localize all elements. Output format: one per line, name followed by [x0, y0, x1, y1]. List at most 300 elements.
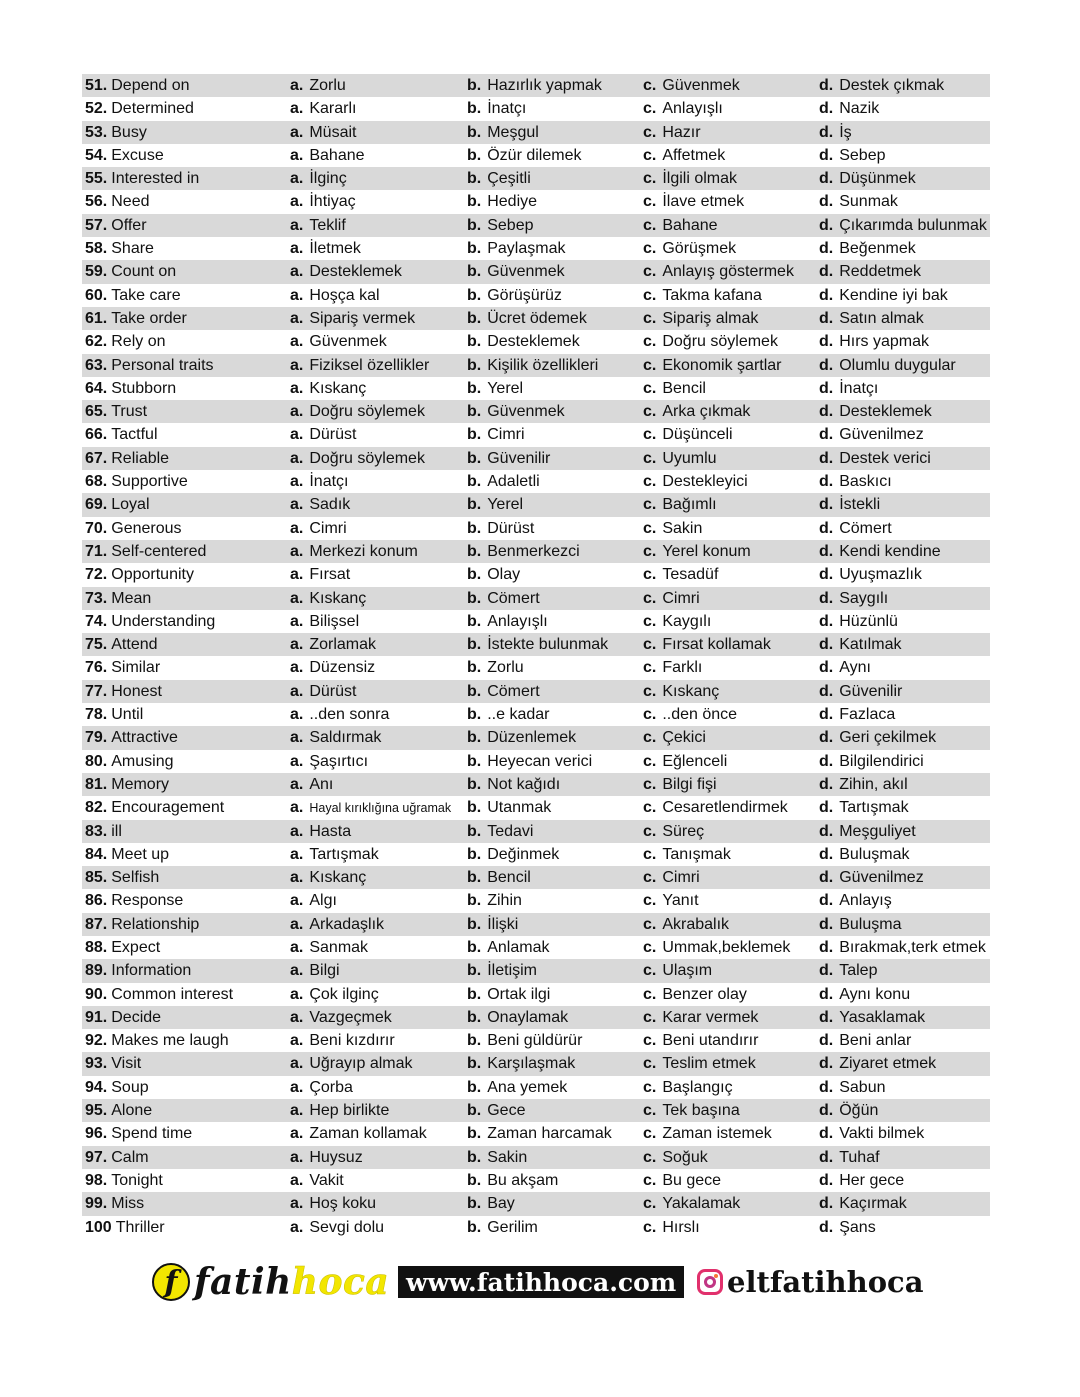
quiz-row: [82, 889, 990, 912]
option-b: [467, 656, 643, 679]
quiz-row: [82, 1192, 990, 1215]
question-cell: [82, 470, 290, 493]
option-c: [643, 144, 819, 167]
quiz-row: [82, 447, 990, 470]
question-cell: [82, 330, 290, 353]
question-number: 100: [85, 1218, 112, 1236]
option-a: [290, 1169, 467, 1192]
option-text: Dürüst: [309, 426, 357, 444]
quiz-row: [82, 517, 990, 540]
option-label: b.: [467, 240, 482, 258]
option-label: a.: [290, 589, 304, 607]
option-c: [643, 1076, 819, 1099]
option-c: [643, 1029, 819, 1052]
question-number: 66.: [85, 426, 108, 444]
question-number: 53.: [85, 123, 108, 141]
option-label: a.: [290, 1148, 304, 1166]
option-label: d.: [819, 1218, 834, 1236]
question-number: 56.: [85, 193, 108, 211]
option-label: d.: [819, 1032, 834, 1050]
option-c: [643, 820, 819, 843]
option-text: Fiziksel özellikler: [309, 356, 430, 374]
option-label: d.: [819, 706, 834, 724]
option-label: d.: [819, 146, 834, 164]
option-c: [643, 400, 819, 423]
option-a: [290, 493, 467, 516]
option-label: c.: [643, 379, 657, 397]
option-label: d.: [819, 729, 834, 747]
question-number: 75.: [85, 636, 108, 654]
option-text: Sanmak: [309, 938, 369, 956]
option-label: b.: [467, 333, 482, 351]
option-d: [819, 493, 990, 516]
option-label: b.: [467, 659, 482, 677]
option-label: a.: [290, 1078, 304, 1096]
option-b: [467, 680, 643, 703]
option-c: [643, 587, 819, 610]
question-number: 81.: [85, 775, 108, 793]
option-text: Onaylamak: [487, 1008, 569, 1026]
option-label: a.: [290, 519, 304, 537]
option-label: b.: [467, 822, 482, 840]
option-label: d.: [819, 775, 834, 793]
quiz-row: [82, 1052, 990, 1075]
option-label: c.: [643, 286, 657, 304]
question-number: 82.: [85, 799, 108, 817]
question-number: 80.: [85, 752, 108, 770]
option-text: Bilgilendirici: [839, 752, 924, 770]
option-text: İstekli: [839, 496, 881, 514]
option-b: [467, 889, 643, 912]
option-text: Beni utandırır: [662, 1032, 759, 1050]
question-cell: [82, 703, 290, 726]
option-text: Bahane: [662, 216, 718, 234]
option-text: Aynı konu: [839, 985, 911, 1003]
option-c: [643, 750, 819, 773]
option-c: [643, 959, 819, 982]
option-text: Cömert: [487, 682, 540, 700]
option-d: [819, 587, 990, 610]
option-text: Güvenilmez: [839, 426, 924, 444]
option-text: Kaygılı: [662, 612, 712, 630]
option-text: Eğlenceli: [662, 752, 728, 770]
option-label: b.: [467, 1195, 482, 1213]
option-d: [819, 447, 990, 470]
option-b: [467, 330, 643, 353]
option-label: c.: [643, 1032, 657, 1050]
option-text: Süreç: [662, 822, 705, 840]
option-text: İletmek: [309, 240, 361, 258]
option-text: Bilişsel: [309, 612, 360, 630]
question-word: Take care: [111, 286, 181, 304]
option-text: Cömert: [487, 589, 540, 607]
option-label: d.: [819, 263, 834, 281]
option-d: [819, 563, 990, 586]
option-label: a.: [290, 822, 304, 840]
option-d: [819, 470, 990, 493]
option-label: d.: [819, 473, 834, 491]
option-d: [819, 377, 990, 400]
option-label: a.: [290, 356, 304, 374]
option-b: [467, 563, 643, 586]
option-c: [643, 354, 819, 377]
option-d: [819, 773, 990, 796]
option-c: [643, 703, 819, 726]
option-label: a.: [290, 1008, 304, 1026]
option-text: İletişim: [487, 962, 537, 980]
option-label: c.: [643, 1171, 657, 1189]
option-label: c.: [643, 403, 657, 421]
option-label: b.: [467, 496, 482, 514]
question-word: Opportunity: [111, 566, 194, 584]
option-b: [467, 423, 643, 446]
option-label: a.: [290, 379, 304, 397]
quiz-row: [82, 796, 990, 819]
question-cell: [82, 167, 290, 190]
option-c: [643, 377, 819, 400]
option-text: Zorlu: [309, 77, 346, 94]
question-number: 55.: [85, 170, 108, 188]
option-text: Gerilim: [487, 1218, 538, 1236]
option-text: Olay: [487, 566, 521, 584]
option-label: d.: [819, 496, 834, 514]
option-label: c.: [643, 100, 657, 118]
option-label: b.: [467, 636, 482, 654]
quiz-row: [82, 633, 990, 656]
option-label: b.: [467, 892, 482, 910]
option-text: Sabun: [839, 1078, 886, 1096]
option-text: Affetmek: [662, 146, 726, 164]
option-b: [467, 167, 643, 190]
option-a: [290, 517, 467, 540]
option-label: b.: [467, 379, 482, 397]
question-word: Honest: [111, 682, 162, 700]
option-a: [290, 214, 467, 237]
option-text: Zorlu: [487, 659, 524, 677]
question-word: Depend on: [111, 77, 190, 94]
option-text: İnatçı: [309, 473, 349, 491]
option-label: c.: [643, 146, 657, 164]
option-label: c.: [643, 1195, 657, 1213]
question-word: Need: [111, 193, 150, 211]
option-text: İlginç: [309, 170, 347, 188]
option-text: Doğru söylemek: [309, 403, 425, 421]
question-number: 70.: [85, 519, 108, 537]
option-text: Algı: [309, 892, 337, 910]
option-label: c.: [643, 170, 657, 188]
option-a: [290, 167, 467, 190]
quiz-row: [82, 820, 990, 843]
question-word: Alone: [111, 1102, 153, 1120]
option-text: Güvenmek: [487, 403, 565, 421]
option-label: d.: [819, 1102, 834, 1120]
option-label: c.: [643, 636, 657, 654]
option-label: a.: [290, 542, 304, 560]
option-text: Anlayış göstermek: [662, 263, 794, 281]
option-text: Görüşürüz: [487, 286, 562, 304]
question-number: 57.: [85, 216, 108, 234]
option-label: d.: [819, 1171, 834, 1189]
option-text: Desteklemek: [487, 333, 580, 351]
option-a: [290, 190, 467, 213]
option-text: Düzensiz: [309, 659, 376, 677]
option-text: Çekici: [662, 729, 706, 747]
question-cell: [82, 750, 290, 773]
quiz-row: [82, 773, 990, 796]
option-text: Hazırlık yapmak: [487, 77, 602, 94]
quiz-row: [82, 1006, 990, 1029]
question-cell: [82, 237, 290, 260]
option-text: Desteklemek: [309, 263, 402, 281]
option-text: Teslim etmek: [662, 1055, 756, 1073]
question-word: Attend: [111, 636, 158, 654]
option-c: [643, 97, 819, 120]
question-number: 74.: [85, 612, 108, 630]
option-d: [819, 237, 990, 260]
option-label: d.: [819, 426, 834, 444]
option-c: [643, 493, 819, 516]
option-text: ..e kadar: [487, 706, 550, 724]
option-label: a.: [290, 193, 304, 211]
option-text: Güvenilir: [487, 449, 551, 467]
option-text: Bırakmak,terk etmek: [839, 938, 986, 956]
question-word: Mean: [111, 589, 152, 607]
option-label: c.: [643, 123, 657, 141]
option-label: a.: [290, 496, 304, 514]
question-cell: [82, 633, 290, 656]
question-word: Response: [111, 892, 184, 910]
option-label: b.: [467, 1218, 482, 1236]
option-text: Beğenmek: [839, 240, 916, 258]
option-b: [467, 237, 643, 260]
question-cell: [82, 1099, 290, 1122]
option-text: Bağımlı: [662, 496, 717, 514]
question-cell: [82, 284, 290, 307]
option-text: Kıskanç: [662, 682, 720, 700]
option-text: Hep birlikte: [309, 1102, 390, 1120]
option-label: c.: [643, 775, 657, 793]
option-text: Ana yemek: [487, 1078, 568, 1096]
option-label: b.: [467, 216, 482, 234]
option-text: Hasta: [309, 822, 352, 840]
option-d: [819, 680, 990, 703]
option-b: [467, 633, 643, 656]
option-c: [643, 470, 819, 493]
question-word: Common interest: [111, 985, 234, 1003]
question-word: Makes me laugh: [111, 1032, 229, 1050]
option-c: [643, 680, 819, 703]
option-label: b.: [467, 123, 482, 141]
option-b: [467, 587, 643, 610]
option-label: c.: [643, 1148, 657, 1166]
option-label: b.: [467, 146, 482, 164]
option-a: [290, 587, 467, 610]
option-b: [467, 1076, 643, 1099]
option-text: Soğuk: [662, 1148, 708, 1166]
question-number: 58.: [85, 240, 108, 258]
question-word: Until: [111, 706, 144, 724]
option-text: Anlamak: [487, 938, 550, 956]
option-text: Hoşça kal: [309, 286, 380, 304]
question-word: Soup: [111, 1078, 149, 1096]
option-c: [643, 1192, 819, 1215]
option-label: a.: [290, 449, 304, 467]
option-label: c.: [643, 962, 657, 980]
question-number: 62.: [85, 333, 108, 351]
option-text: Ortak ilgi: [487, 985, 551, 1003]
option-a: [290, 307, 467, 330]
question-cell: [82, 423, 290, 446]
option-d: [819, 400, 990, 423]
instagram-handle: [697, 1262, 924, 1302]
option-text: Cimri: [487, 426, 525, 444]
option-label: a.: [290, 263, 304, 281]
question-cell: [82, 1006, 290, 1029]
option-label: c.: [643, 706, 657, 724]
option-label: c.: [643, 1008, 657, 1026]
option-d: [819, 1146, 990, 1169]
option-a: [290, 610, 467, 633]
question-word: Trust: [111, 403, 148, 421]
option-c: [643, 1052, 819, 1075]
option-a: [290, 820, 467, 843]
option-b: [467, 1122, 643, 1145]
option-d: [819, 1099, 990, 1122]
option-text: Satın almak: [839, 309, 924, 327]
question-word: Generous: [111, 519, 182, 537]
quiz-row: [82, 703, 990, 726]
question-word: Selfish: [111, 869, 160, 887]
option-text: Bahane: [309, 146, 365, 164]
option-d: [819, 1006, 990, 1029]
quiz-row: [82, 377, 990, 400]
option-label: b.: [467, 985, 482, 1003]
option-text: Beni kızdırır: [309, 1032, 395, 1050]
quiz-row: [82, 214, 990, 237]
option-b: [467, 936, 643, 959]
quiz-row: [82, 656, 990, 679]
option-text: Kıskanç: [309, 869, 367, 887]
option-c: [643, 843, 819, 866]
option-label: b.: [467, 286, 482, 304]
question-cell: [82, 843, 290, 866]
question-cell: [82, 121, 290, 144]
option-b: [467, 1006, 643, 1029]
option-a: [290, 1006, 467, 1029]
option-text: Cimri: [309, 519, 347, 537]
option-label: d.: [819, 542, 834, 560]
option-b: [467, 1216, 643, 1239]
option-text: Tartışmak: [839, 799, 909, 817]
option-label: a.: [290, 706, 304, 724]
option-text: Meşgul: [487, 123, 539, 141]
option-label: c.: [643, 1125, 657, 1143]
option-label: d.: [819, 938, 834, 956]
option-label: c.: [643, 799, 657, 817]
option-b: [467, 121, 643, 144]
option-a: [290, 354, 467, 377]
question-cell: [82, 1122, 290, 1145]
question-number: 72.: [85, 566, 108, 584]
option-text: İlişki: [487, 915, 519, 933]
option-label: d.: [819, 612, 834, 630]
fatihhoca-logo: [152, 1260, 389, 1304]
option-a: [290, 447, 467, 470]
option-b: [467, 750, 643, 773]
option-a: [290, 703, 467, 726]
option-label: a.: [290, 1171, 304, 1189]
option-a: [290, 866, 467, 889]
option-label: d.: [819, 286, 834, 304]
option-label: d.: [819, 566, 834, 584]
option-label: c.: [643, 193, 657, 211]
option-text: Başlangıç: [662, 1078, 733, 1096]
option-text: Benmerkezci: [487, 542, 580, 560]
option-text: Teklif: [309, 216, 346, 234]
option-b: [467, 354, 643, 377]
option-label: d.: [819, 1125, 834, 1143]
option-label: c.: [643, 542, 657, 560]
question-number: 52.: [85, 100, 108, 118]
option-label: b.: [467, 473, 482, 491]
option-label: c.: [643, 822, 657, 840]
option-c: [643, 167, 819, 190]
option-text: Reddetmek: [839, 263, 922, 281]
option-text: Anlayışlı: [487, 612, 548, 630]
question-cell: [82, 1076, 290, 1099]
question-word: Amusing: [111, 752, 174, 770]
question-number: 89.: [85, 962, 108, 980]
option-text: Saygılı: [839, 589, 889, 607]
option-a: [290, 237, 467, 260]
option-label: a.: [290, 170, 304, 188]
option-b: [467, 517, 643, 540]
option-text: Talep: [839, 962, 878, 980]
question-number: 51.: [85, 77, 108, 94]
quiz-row: [82, 354, 990, 377]
question-cell: [82, 610, 290, 633]
quiz-row: [82, 959, 990, 982]
option-label: c.: [643, 589, 657, 607]
option-a: [290, 97, 467, 120]
option-label: b.: [467, 519, 482, 537]
option-text: Dürüst: [309, 682, 357, 700]
option-text: Karar vermek: [662, 1008, 759, 1026]
question-word: Tonight: [111, 1171, 163, 1189]
option-label: a.: [290, 1125, 304, 1143]
question-cell: [82, 1192, 290, 1215]
option-text: Heyecan verici: [487, 752, 593, 770]
option-text: Ziyaret etmek: [839, 1055, 937, 1073]
option-label: d.: [819, 379, 834, 397]
option-d: [819, 144, 990, 167]
quiz-row: [82, 1169, 990, 1192]
question-cell: [82, 889, 290, 912]
question-cell: [82, 959, 290, 982]
option-b: [467, 1192, 643, 1215]
question-word: Count on: [111, 263, 177, 281]
option-text: Anlayış: [839, 892, 892, 910]
option-text: Kendi kendine: [839, 542, 941, 560]
option-text: Bilgi: [309, 962, 340, 980]
question-number: 83.: [85, 822, 108, 840]
option-label: c.: [643, 216, 657, 234]
question-cell: [82, 563, 290, 586]
option-d: [819, 1192, 990, 1215]
option-label: a.: [290, 985, 304, 1003]
option-label: d.: [819, 915, 834, 933]
question-word: ill: [111, 822, 122, 840]
